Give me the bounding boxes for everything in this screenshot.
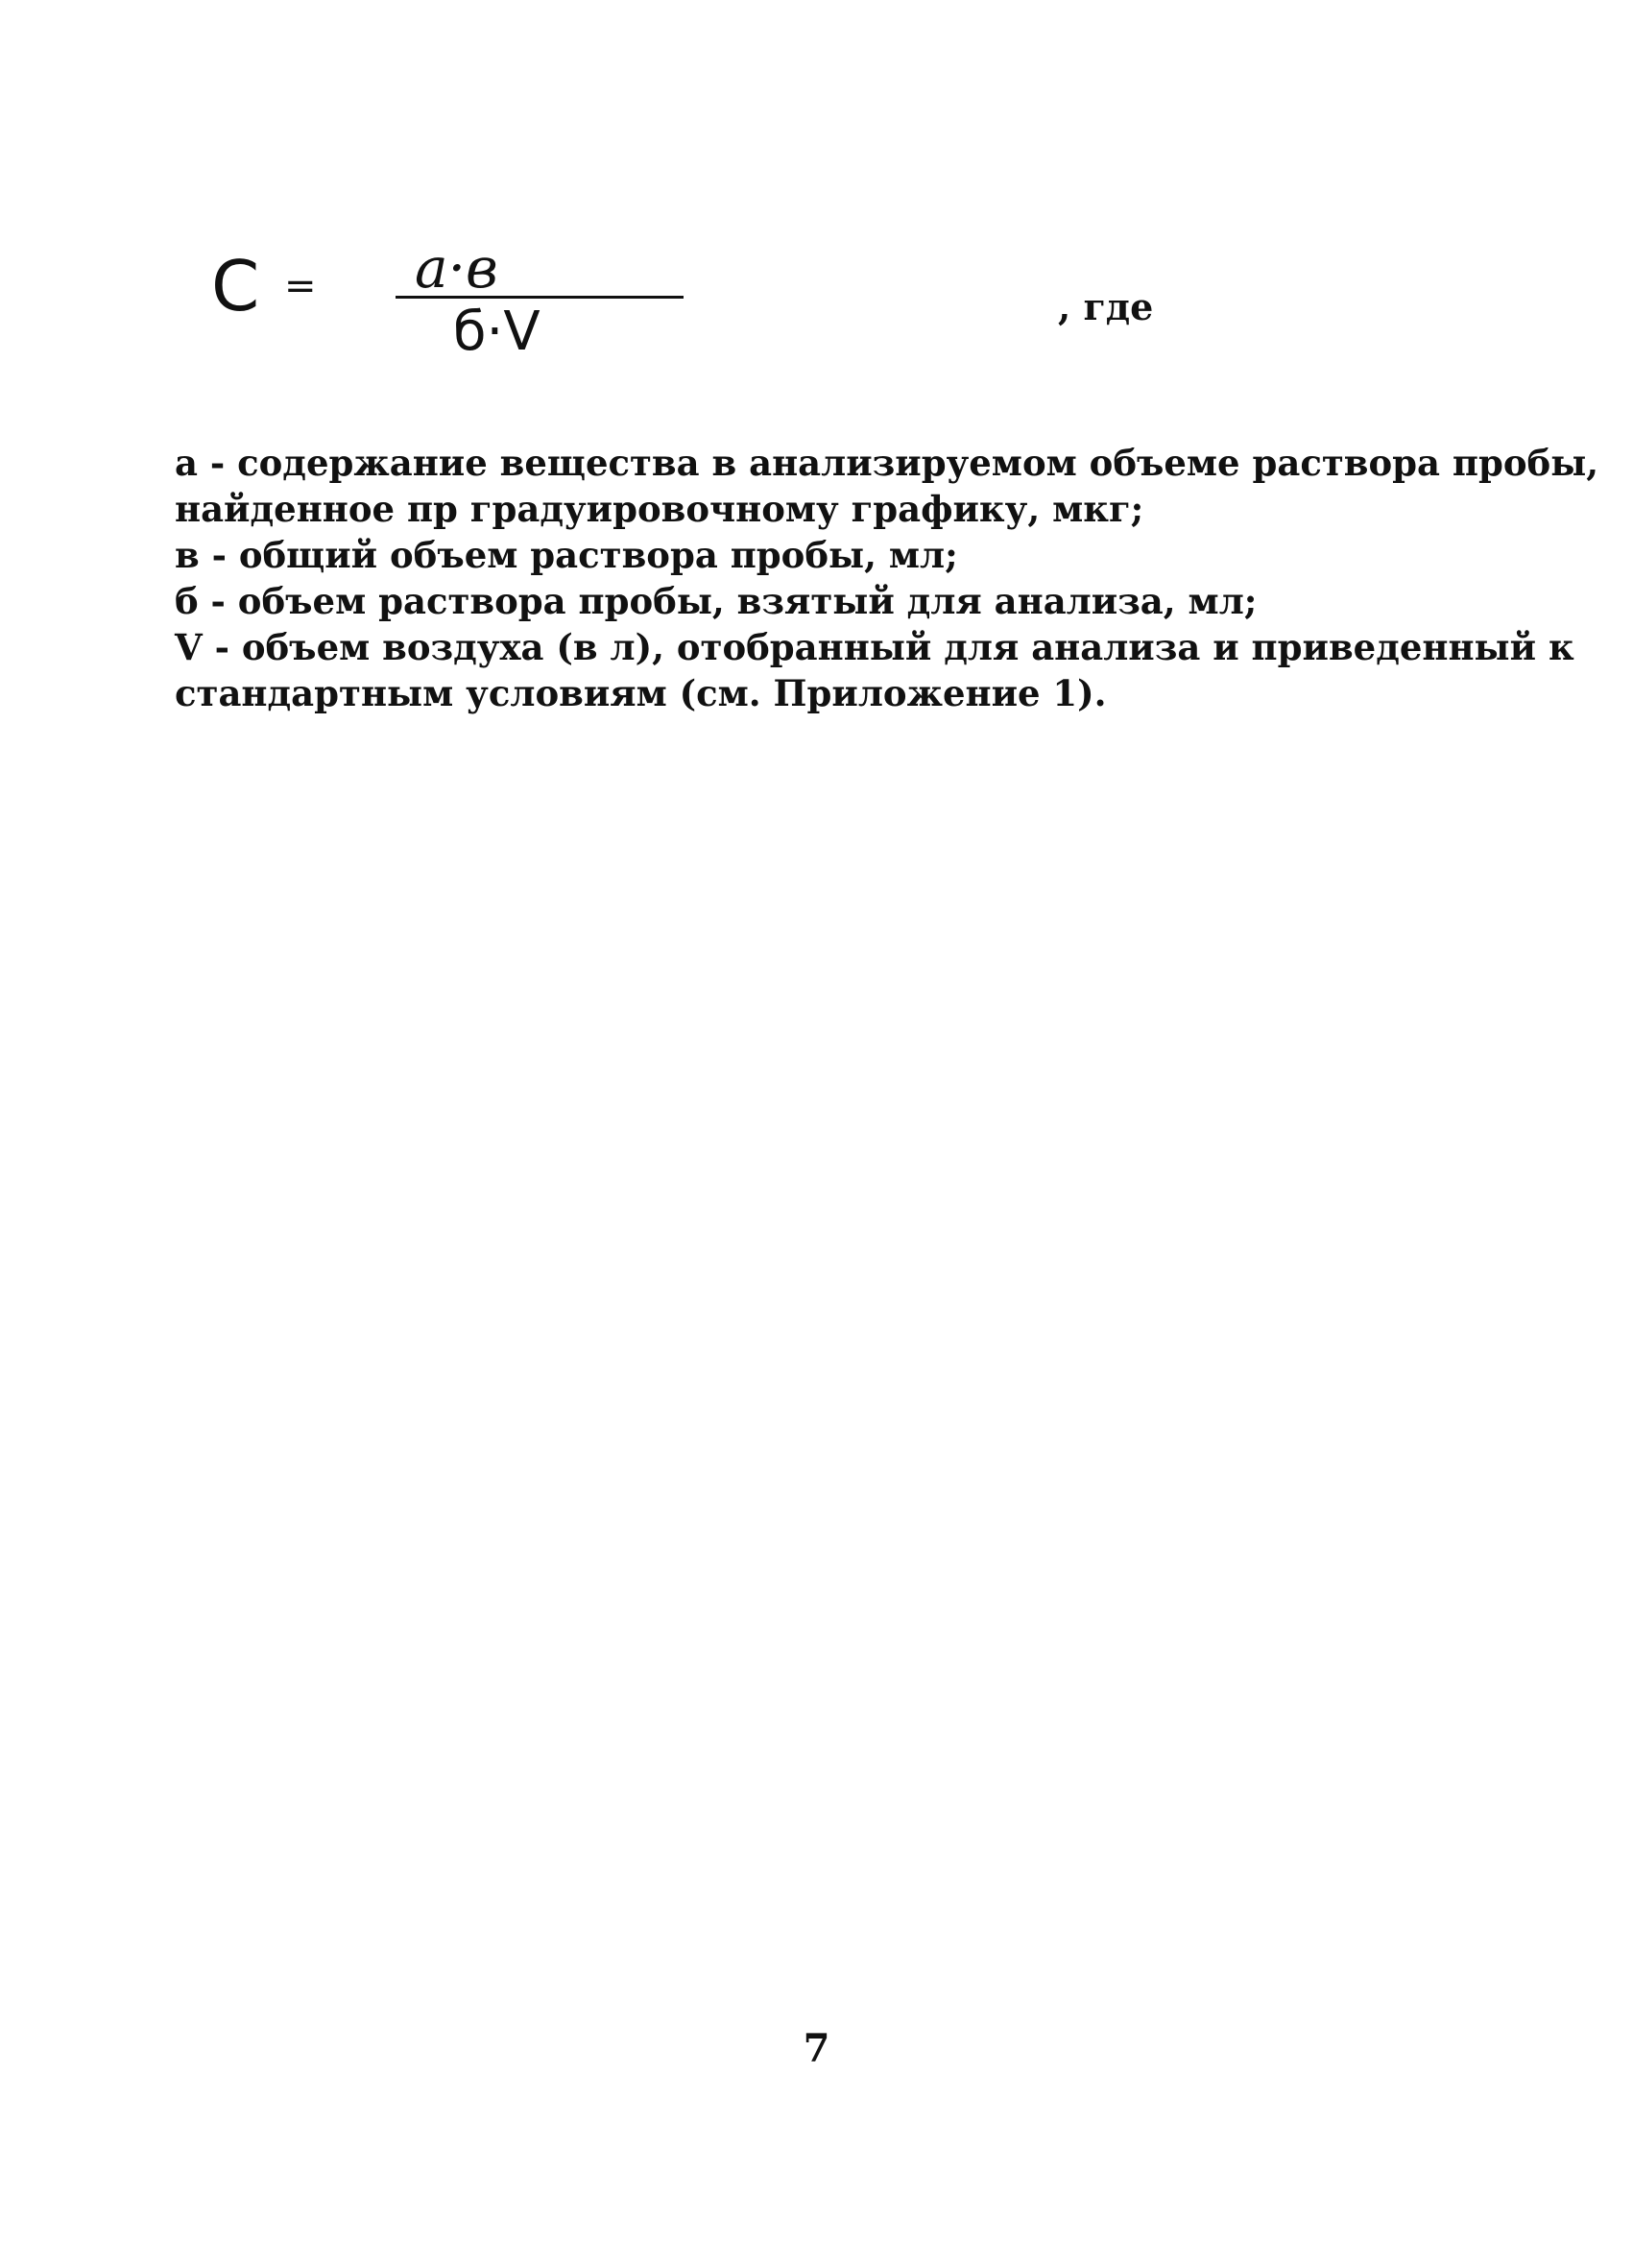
fraction-bar (396, 296, 684, 299)
definition-line: а - содержание вещества в анализируемом объеме раствора пробы, (175, 442, 1599, 484)
formula-equals-sign: = (284, 264, 317, 308)
definition-line: б - объем раствора пробы, взятый для анализа, мл; (175, 580, 1258, 622)
formula-denominator: б·V (453, 301, 540, 363)
definition-line: стандартным условиям (см. Приложение 1). (175, 672, 1107, 714)
formula-numerator: a·в (415, 235, 498, 301)
formula-where-label: , где (1058, 285, 1154, 328)
variable-definitions (175, 440, 1599, 716)
concentration-formula (211, 192, 1171, 365)
page-number: 7 (803, 2026, 830, 2071)
definition-line: V - объем воздуха (в л), отобранный для анализа и приведенный к (175, 626, 1574, 668)
definition-line: найденное пр градуировочному графику, мкг; (175, 488, 1144, 530)
formula-lhs: C (211, 246, 260, 326)
definition-line: в - общий объем раствора пробы, мл; (175, 534, 958, 576)
